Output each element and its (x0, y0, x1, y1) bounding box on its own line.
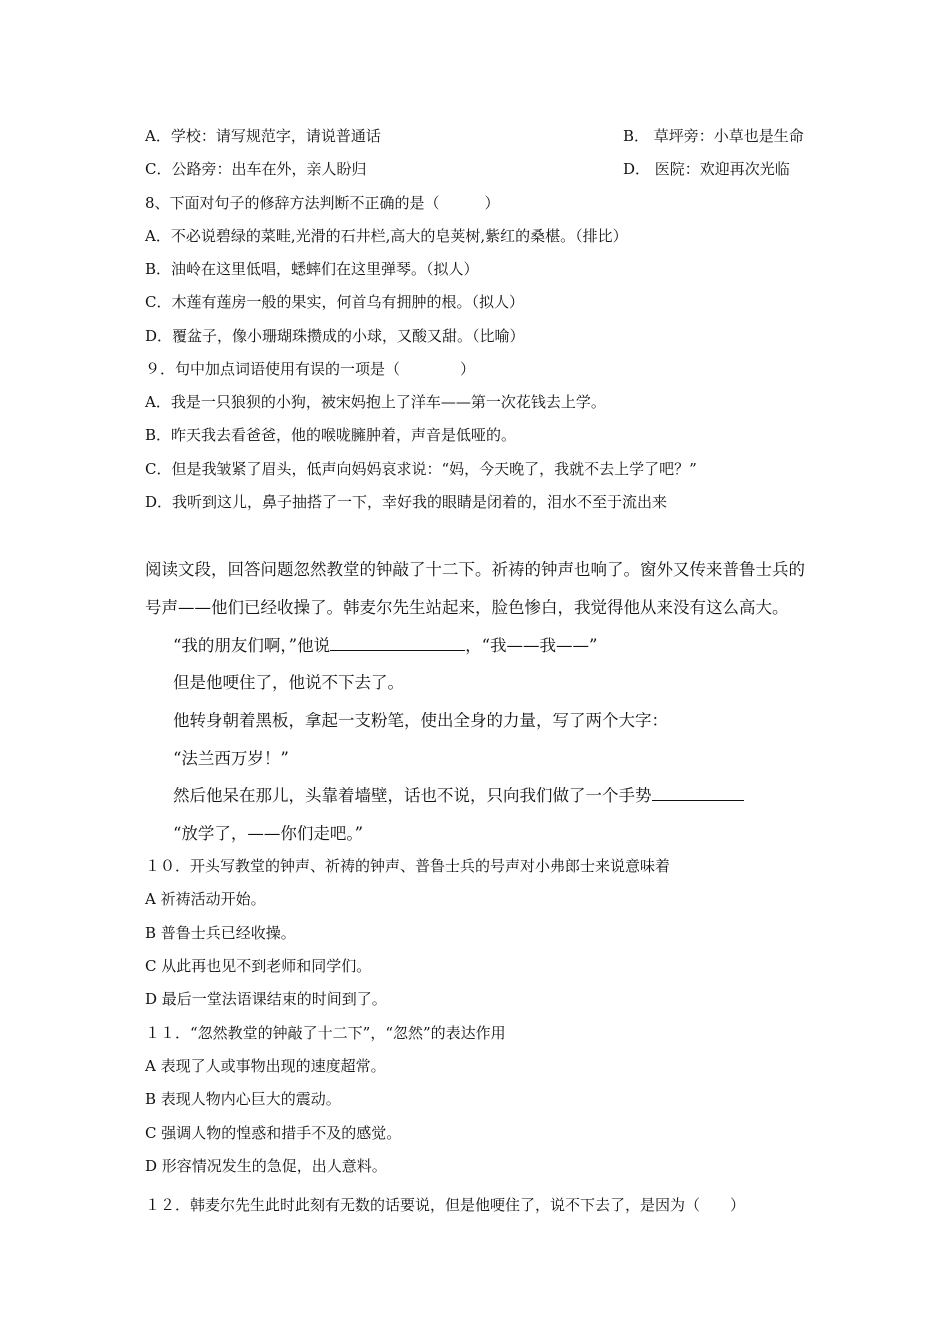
answer-blank-1[interactable] (330, 636, 465, 651)
q7-option-row-2 (145, 159, 790, 179)
passage-intro-line-2: 号声——他们已经收操了。韩麦尔先生站起来，脸色惨白，我觉得他从来没有这么高大。 (145, 598, 789, 617)
q11-option-a: A 表现了人或事物出现的速度超常。 (145, 1057, 386, 1075)
q8-option-a: A．不必说碧绿的菜畦,光滑的石井栏,高大的皂荚树,紫红的桑椹。（排比） (145, 227, 628, 245)
q9-stem: ９．句中加点词语使用有误的一项是（ ） (145, 360, 476, 378)
q10-option-d: D 最后一堂法语课结束的时间到了。 (145, 990, 387, 1008)
passage-board: 他转身朝着黑板，拿起一支粉笔，使出全身的力量，写了两个大字： (173, 711, 668, 730)
q8-option-b: B．油岭在这里低唱，蟋蟀们在这里弹琴。（拟人） (145, 260, 479, 278)
passage-gesture: 然后他呆在那儿，头靠着墙壁，话也不说，只向我们做了一个手势 (173, 786, 652, 805)
passage-speech-start: “我的朋友们啊，”他说 (173, 636, 331, 655)
q10-option-a: A 祈祷活动开始。 (145, 890, 266, 908)
q12-stem: １２．韩麦尔先生此时此刻有无数的话要说，但是他哽住了，说不下去了，是因为（ ） (145, 1196, 746, 1214)
q10-option-b: B 普鲁士兵已经收操。 (145, 924, 296, 942)
q8-option-c: C．木莲有莲房一般的果实，何首乌有拥肿的根。（拟人） (145, 293, 524, 311)
q7-option-a: A．学校：请写规范字，请说普通话 (145, 127, 381, 145)
passage-intro-line-1: 阅读文段，回答问题忽然教堂的钟敲了十二下。祈祷的钟声也响了。窗外又传来普鲁士兵的 (145, 560, 805, 579)
q7-option-c: C．公路旁：出车在外，亲人盼归 (145, 160, 367, 178)
passage-choked: 但是他哽住了，他说不下去了。 (173, 673, 404, 692)
q10-stem: １０．开头写教堂的钟声、祈祷的钟声、普鲁士兵的号声对小弗郎士来说意味着 (145, 857, 671, 875)
q11-option-b: B 表现人物内心巨大的震动。 (145, 1090, 341, 1108)
q7-option-row-1 (145, 126, 804, 146)
q11-stem: １１．“忽然教堂的钟敲了十二下”，“忽然”的表达作用 (145, 1024, 506, 1042)
q9-option-a: A．我是一只狼狈的小狗，被宋妈抱上了洋车——第一次花钱去上学。 (145, 393, 606, 411)
answer-blank-2[interactable] (652, 786, 744, 801)
passage-speech-line (173, 636, 598, 656)
q11-option-c: C 强调人物的惶惑和措手不及的感觉。 (145, 1124, 402, 1142)
q11-option-d: D 形容情况发生的急促，出人意料。 (145, 1157, 387, 1175)
passage-dismiss: “放学了，——你们走吧。” (173, 824, 364, 843)
q9-option-c: C．但是我皱紧了眉头，低声向妈妈哀求说：“妈，今天晚了，我就不去上学了吧？” (145, 460, 697, 478)
passage-speech-end: ，“我——我——” (465, 636, 598, 655)
q8-stem: 8、下面对句子的修辞方法判断不正确的是（ ） (145, 194, 500, 212)
q9-option-d: D．我听到这儿，鼻子抽搭了一下，幸好我的眼睛是闭着的，泪水不至于流出来 (145, 493, 668, 511)
q7-option-d: D． 医院：欢迎再次光临 (623, 160, 790, 178)
passage-vive: “法兰西万岁！” (173, 749, 289, 768)
q9-option-b: B．昨天我去看爸爸，他的喉咙臃肿着，声音是低哑的。 (145, 426, 517, 444)
q8-option-d: D．覆盆子，像小珊瑚珠攒成的小球，又酸又甜。（比喻） (145, 327, 525, 345)
passage-gesture-line (173, 786, 744, 806)
q7-option-b: B． 草坪旁：小草也是生命 (623, 127, 804, 145)
q10-option-c: C 从此再也见不到老师和同学们。 (145, 957, 372, 975)
